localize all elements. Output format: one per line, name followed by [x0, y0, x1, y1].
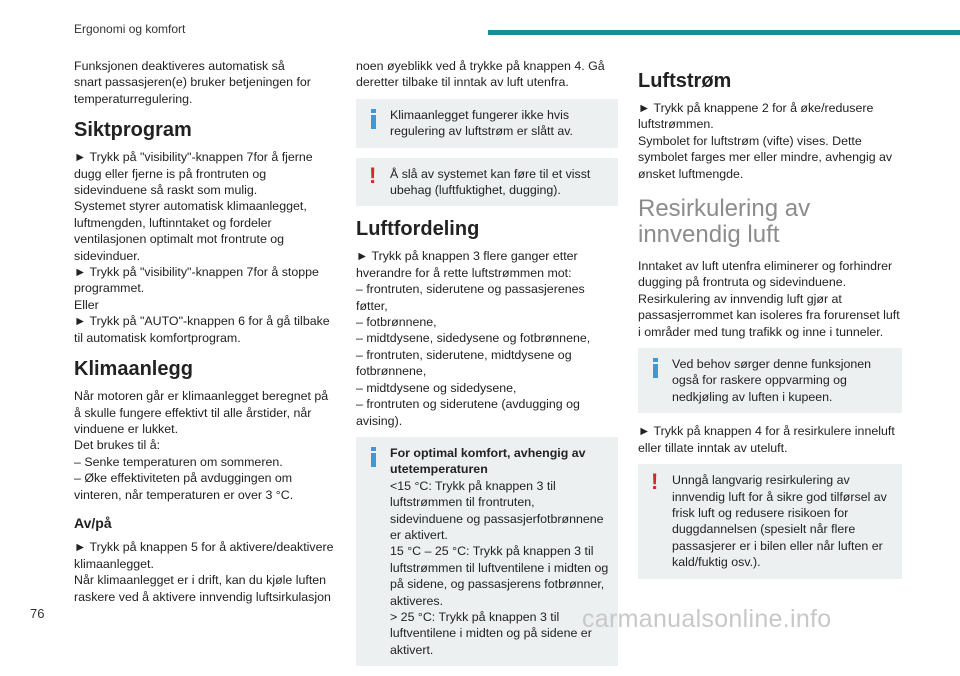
info-box-optimal-komfort	[356, 437, 618, 666]
page-number: 76	[30, 606, 45, 621]
heading-siktprogram: Siktprogram	[74, 119, 192, 142]
info-icon	[366, 447, 382, 467]
running-header: Ergonomi og komfort	[74, 22, 186, 36]
warning-box-text: Å slå av systemet kan føre til et visst ubehag (luftfuktighet, dugging).	[390, 166, 591, 198]
luftfordeling-text: ► Trykk på knappen 3 flere ganger etter hverandre for å rette luftstrømmen mot: – frontruten, siderutene og passasjerenes føtter, – fotbrønnene, – midtdysene, sidedysene og fotbrønnene, – frontruten, siderutene, midtdysene og fotbrønnene, – midtdysene og sidedysene, – frontruten og siderutene (avdugging og avising).	[356, 249, 591, 428]
av-pa-text: ► Trykk på knappen 5 for å aktivere/deaktivere klimaanlegget. Når klimaanlegget er i drift, kan du kjøle luften raskere ved å aktivere innvendig luftsirkulasjon	[74, 540, 334, 604]
warning-box-system	[356, 158, 618, 207]
info-icon	[366, 109, 382, 129]
header-accent-bar	[488, 30, 960, 35]
luftstrom-text: ► Trykk på knappene 2 for å øke/redusere luftstrømmen. Symbolet for luftstrøm (vifte) vises. Dette symbolet farges mer eller mindre, avhengig av ønsket luftmengde.	[638, 101, 893, 181]
continued-paragraph: noen øyeblikk ved å trykke på knappen 4. Gå deretter tilbake til inntak av luft utenfra.	[356, 59, 605, 90]
info-box-text: Ved behov sørger denne funksjonen også for raskere oppvarming og nedkjøling av luften i kupeen.	[672, 357, 872, 404]
siktprogram-text: ► Trykk på "visibility"-knappen 7for å fjerne dugg eller fjerne is på frontruten og sidevinduene så raskt som mulig. Systemet styrer automatisk klimaanlegget, luftmengden, luftinntaket og fordeler ventilasjonen optimalt mot frontrute og sidevinduer. ► Trykk på "visibility"-knappen 7for å stoppe programmet. Eller ► Trykk på "AUTO"-knappen 6 for å gå tilbake til automatisk komfortprogram.	[74, 150, 330, 345]
info-box-resirkulering	[638, 348, 902, 413]
column-1	[74, 58, 336, 611]
info-box-luftstrom	[356, 99, 618, 148]
heading-luftstrom: Luftstrøm	[638, 70, 732, 92]
watermark: carmanualsonline.info	[582, 605, 832, 633]
klimaanlegg-text: Når motoren går er klimaanlegget beregnet på å skulle fungere effektivt til alle årstider, når vinduene er lukket. Det brukes til å: – Senke temperaturen om sommeren. – Øke effektiviteten på avduggingen om vinteren, når temperaturen er over 3 °C.	[74, 389, 329, 502]
heading-resirkulering: Resirkulering av innvendig luft	[638, 195, 811, 249]
info-box-title: For optimal komfort, avhengig av utetemperaturen	[390, 445, 586, 477]
info-box-text: Klimaanlegget fungerer ikke hvis regulering av luftstrøm er slått av.	[390, 107, 573, 139]
column-2	[356, 58, 618, 676]
warning-box-text: Unngå langvarig resirkulering av innvendig luft for å sikre god tilførsel av frisk luft og redusere risikoen for duggdannelsen (spesielt når flere passasjerer er i bilen eller når luften er kald/fuktig osv.).	[672, 473, 887, 570]
info-icon	[648, 358, 664, 378]
column-3	[638, 58, 902, 589]
warning-icon: !	[651, 469, 659, 495]
info-box-body: <15 °C: Trykk på knappen 3 til luftstrømmen til frontruten, sidevinduene og passasjerfotbrønnene er aktivert. 15 °C – 25 °C: Trykk på knappen 3 til luftstrømmen til luftventilene i midten og på sidene, og passasjerens fotbrønner, aktiveres. > 25 °C: Trykk på knappen 3 til luftventilene i midten og på sidene er aktivert.	[390, 478, 609, 657]
warning-icon: !	[369, 162, 377, 188]
resirkulering-text: Inntaket av luft utenfra eliminerer og forhindrer dugging på frontruta og sidevinduene. Resirkulering av innvendig luft gjør at passasjerrommet kan isoleres fra forurenset luft i områder med tung trafikk og inne i tunneler.	[638, 259, 900, 339]
knapp4-text: ► Trykk på knappen 4 for å resirkulere inneluft eller tillate inntak av uteluft.	[638, 424, 895, 455]
intro-paragraph: Funksjonen deaktiveres automatisk så snart passasjeren(e) bruker betjeningen for temperaturregulering.	[74, 59, 311, 106]
heading-luftfordeling: Luftfordeling	[356, 218, 480, 241]
heading-klimaanlegg: Klimaanlegg	[74, 358, 193, 381]
heading-av-pa: Av/på	[74, 514, 112, 531]
warning-box-resirkulering	[638, 464, 902, 578]
